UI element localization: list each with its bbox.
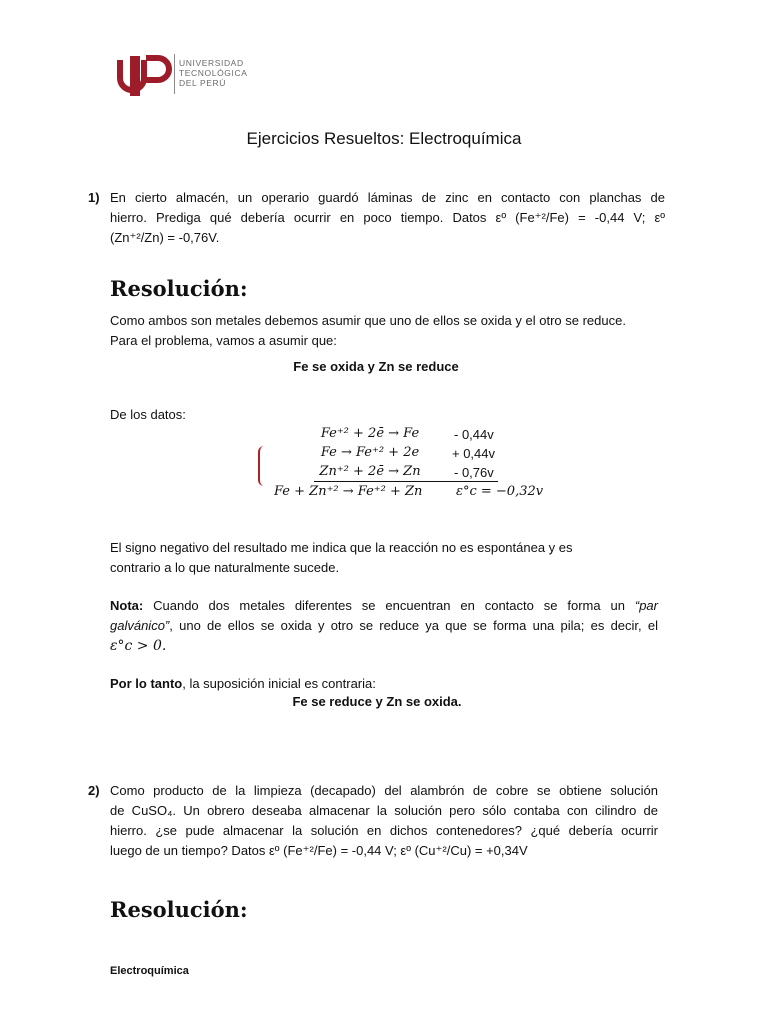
intro-line-2: Para el problema, vamos a asumir que: <box>110 333 337 348</box>
problem-1-line-1: En cierto almacén, un operario guardó láminas de zinc en contacto con planchas de <box>110 190 665 205</box>
problem-1-line-3: (Zn⁺²/Zn) = -0,76V. <box>110 230 220 245</box>
problem-1-line-2: hierro. Prediga qué debería ocurrir en poco tiempo. Datos εº (Fe⁺²/Fe) = -0,44 V; εº <box>110 210 665 225</box>
sign-explanation <box>110 538 670 578</box>
resolution-1-intro <box>110 311 670 351</box>
note-label: Nota: <box>110 598 144 613</box>
note-line-1 <box>110 596 658 616</box>
note-line-2 <box>110 616 658 636</box>
utp-logo-mark <box>116 52 178 100</box>
reaction-3-eq: Zn⁺² + 2ē → Zn <box>319 464 421 479</box>
reaction-2-value: + 0,44v <box>452 446 496 461</box>
logo-text <box>179 58 247 88</box>
reaction-3-value: - 0,76v <box>454 465 494 480</box>
logo-line-3: DEL PERÚ <box>179 78 226 88</box>
note-text-2b: , uno de ellos se oxida y otro se reduce ya que se forma una pila; es decir, el <box>169 618 658 633</box>
note-text-2a: galvánico” <box>110 618 170 633</box>
problem-2-text <box>110 781 658 861</box>
reaction-bracket <box>258 446 266 486</box>
note <box>110 596 658 656</box>
intro-line-1: Como ambos son metales debemos asumir que uno de ellos se oxida y el otro se reduce. <box>110 313 626 328</box>
reaction-1-eq: Fe⁺² + 2ē → Fe <box>320 426 420 441</box>
sum-line <box>314 481 498 482</box>
sign-line-2: contrario a lo que naturalmente sucede. <box>110 560 340 575</box>
conclusion-label: Por lo tanto <box>110 676 183 691</box>
conclusion-rest: , la suposición inicial es contraria: <box>182 676 376 691</box>
problem-2-line-3: hierro. ¿se pude almacenar la solución en dichos contenedores? ¿qué debería ocurrir <box>110 823 658 838</box>
conclusion: Fe se reduce y Zn se oxida. <box>292 694 462 709</box>
sign-line-1: El signo negativo del resultado me indica que la reacción no es espontánea y es <box>110 540 573 555</box>
problem-2-line-2: de CuSO₄. Un obrero deseaba almacenar la solución pero sólo contaba con cilindro de <box>110 803 658 818</box>
note-text-1a: Cuando dos metales diferentes se encuentran en contacto se forma un <box>143 598 635 613</box>
net-reaction-value: ε°c = −0,32v <box>456 484 544 499</box>
logo-line-1: UNIVERSIDAD <box>179 58 244 68</box>
reaction-2-eq: Fe → Fe⁺² + 2e <box>320 445 420 460</box>
assumption: Fe se oxida y Zn se reduce <box>293 359 459 374</box>
problem-2-line-1: Como producto de la limpieza (decapado) del alambrón de cobre se obtiene solución <box>110 783 658 798</box>
footer-label: Electroquímica <box>110 965 189 977</box>
conclusion-intro <box>110 674 376 694</box>
page-title: Ejercicios Resueltos: Electroquímica <box>246 129 522 148</box>
note-text-1b: “par <box>634 598 658 613</box>
resolution-2-heading: Resolución: <box>110 897 248 922</box>
note-line-3: ε°c > 0. <box>110 638 167 654</box>
data-label: De los datos: <box>110 407 186 422</box>
net-reaction-eq: Fe + Zn⁺² → Fe⁺² + Zn <box>274 484 423 499</box>
problem-2-number: 2) <box>88 783 100 798</box>
problem-2-line-4: luego de un tiempo? Datos εº (Fe⁺²/Fe) = -0,44 V; εº (Cu⁺²/Cu) = +0,34V <box>110 843 528 858</box>
problem-1-text <box>110 188 665 248</box>
resolution-1-heading: Resolución: <box>110 276 248 301</box>
problem-1-number: 1) <box>88 190 100 205</box>
reaction-1-value: - 0,44v <box>454 427 494 442</box>
logo-line-2: TECNOLÓGICA <box>179 68 248 78</box>
logo-divider <box>174 54 175 94</box>
